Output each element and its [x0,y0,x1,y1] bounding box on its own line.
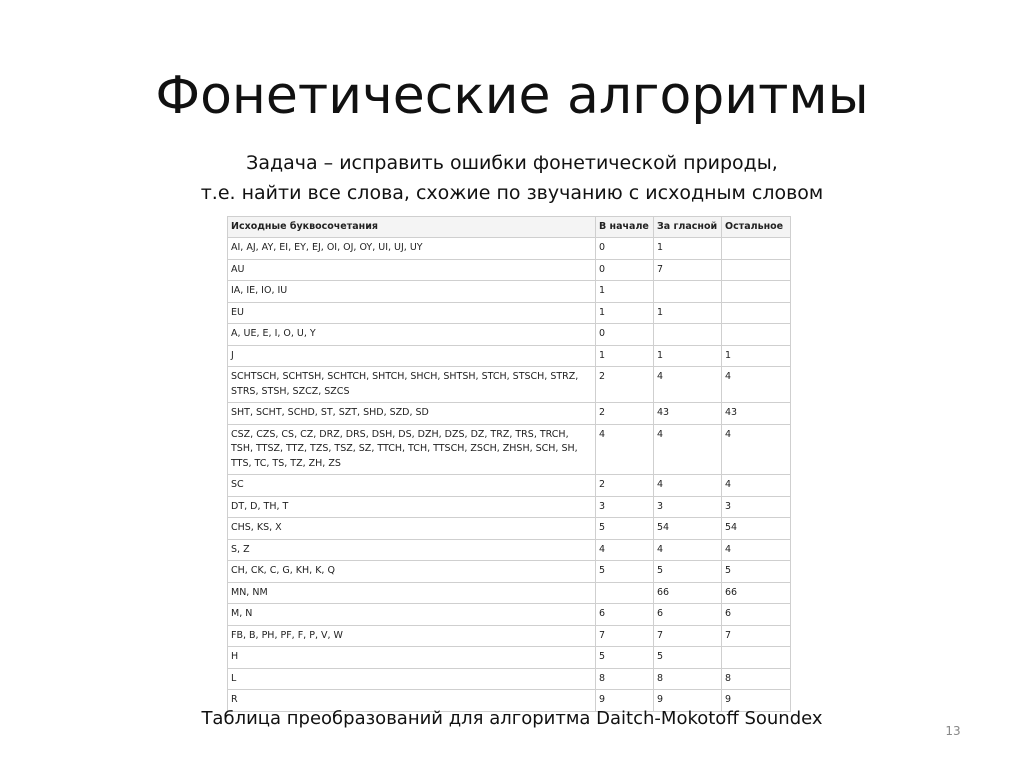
cell-after-vowel: 43 [654,403,722,425]
cell-source: IA, IE, IO, IU [228,281,596,303]
cell-source: A, UE, E, I, O, U, Y [228,324,596,346]
cell-after-vowel: 5 [654,561,722,583]
cell-start: 5 [596,518,654,540]
cell-other: 4 [722,539,791,561]
table-row [228,496,791,518]
slide-title: Фонетические алгоритмы [155,66,869,126]
cell-other: 4 [722,475,791,497]
cell-after-vowel: 7 [654,259,722,281]
cell-start: 0 [596,259,654,281]
cell-source: CHS, KS, X [228,518,596,540]
cell-source: DT, D, TH, T [228,496,596,518]
cell-start: 1 [596,345,654,367]
cell-start [596,582,654,604]
table-row [228,668,791,690]
transformation-table-container [227,216,790,712]
header-after-vowel: За гласной [654,217,722,238]
cell-source: L [228,668,596,690]
table-row [228,324,791,346]
cell-after-vowel: 6 [654,604,722,626]
cell-start: 2 [596,403,654,425]
task-description [0,148,1024,208]
cell-after-vowel [654,324,722,346]
cell-other: 3 [722,496,791,518]
cell-after-vowel: 1 [654,345,722,367]
cell-start: 5 [596,561,654,583]
cell-source: FB, B, PH, PF, F, P, V, W [228,625,596,647]
cell-other [722,281,791,303]
table-row [228,647,791,669]
cell-other: 5 [722,561,791,583]
cell-other: 8 [722,668,791,690]
cell-start: 8 [596,668,654,690]
task-description-line-1: Задача – исправить ошибки фонетической природы, [246,152,778,174]
table-row [228,281,791,303]
table-row [228,475,791,497]
table-row [228,518,791,540]
transformation-table [227,216,791,712]
cell-other: 66 [722,582,791,604]
table-row [228,345,791,367]
cell-start: 6 [596,604,654,626]
cell-start: 9 [596,690,654,712]
cell-after-vowel: 1 [654,302,722,324]
cell-source: SCHTSCH, SCHTSH, SCHTCH, SHTCH, SHCH, SHTSH, STCH, STSCH, STRZ, STRS, STSH, SZCZ, SZCS [228,367,596,403]
cell-after-vowel: 9 [654,690,722,712]
cell-after-vowel: 4 [654,475,722,497]
cell-after-vowel: 66 [654,582,722,604]
table-row [228,625,791,647]
cell-other: 7 [722,625,791,647]
cell-start: 4 [596,539,654,561]
cell-other: 54 [722,518,791,540]
cell-start: 1 [596,281,654,303]
table-row [228,302,791,324]
table-caption: Таблица преобразований для алгоритма Daitch-Mokotoff Soundex [201,708,823,729]
table-row [228,367,791,403]
cell-other [722,324,791,346]
cell-source: MN, NM [228,582,596,604]
cell-other: 43 [722,403,791,425]
task-description-line-2: т.е. найти все слова, схожие по звучанию с исходным словом [200,182,824,204]
cell-other: 1 [722,345,791,367]
cell-other: 9 [722,690,791,712]
table-row [228,238,791,260]
cell-other: 4 [722,367,791,403]
cell-after-vowel: 54 [654,518,722,540]
cell-start: 2 [596,475,654,497]
table-row [228,582,791,604]
table-body [228,238,791,712]
header-source-letters: Исходные буквосочетания [228,217,596,238]
header-other: Остальное [722,217,791,238]
cell-start: 3 [596,496,654,518]
cell-source: SHT, SCHT, SCHD, ST, SZT, SHD, SZD, SD [228,403,596,425]
cell-other [722,238,791,260]
cell-source: AU [228,259,596,281]
cell-after-vowel [654,281,722,303]
table-row [228,403,791,425]
cell-source: R [228,690,596,712]
cell-start: 0 [596,324,654,346]
header-at-start: В начале [596,217,654,238]
cell-start: 0 [596,238,654,260]
cell-after-vowel: 4 [654,367,722,403]
cell-start: 5 [596,647,654,669]
cell-source: EU [228,302,596,324]
cell-start: 1 [596,302,654,324]
cell-source: CSZ, CZS, CS, CZ, DRZ, DRS, DSH, DS, DZH, DZS, DZ, TRZ, TRS, TRCH, TSH, TTSZ, TTZ, TZS, TSZ, SZ, TTCH, TCH, TTSCH, ZSCH, ZHSH, SCH, SH, TTS, TC, TS, TZ, ZH, ZS [228,424,596,475]
cell-other: 6 [722,604,791,626]
cell-source: S, Z [228,539,596,561]
cell-after-vowel: 1 [654,238,722,260]
table-row [228,424,791,475]
table-row [228,539,791,561]
table-row [228,259,791,281]
cell-source: M, N [228,604,596,626]
table-row [228,604,791,626]
cell-source: J [228,345,596,367]
cell-after-vowel: 4 [654,539,722,561]
cell-start: 4 [596,424,654,475]
cell-other [722,259,791,281]
cell-other [722,647,791,669]
cell-after-vowel: 8 [654,668,722,690]
table-row [228,561,791,583]
cell-after-vowel: 7 [654,625,722,647]
cell-after-vowel: 4 [654,424,722,475]
table-header-row [228,217,791,238]
page-number: 13 [945,724,961,738]
cell-after-vowel: 3 [654,496,722,518]
cell-after-vowel: 5 [654,647,722,669]
cell-source: AI, AJ, AY, EI, EY, EJ, OI, OJ, OY, UI, UJ, UY [228,238,596,260]
cell-start: 2 [596,367,654,403]
cell-source: CH, CK, C, G, KH, K, Q [228,561,596,583]
cell-start: 7 [596,625,654,647]
cell-other [722,302,791,324]
cell-source: H [228,647,596,669]
cell-source: SC [228,475,596,497]
cell-other: 4 [722,424,791,475]
